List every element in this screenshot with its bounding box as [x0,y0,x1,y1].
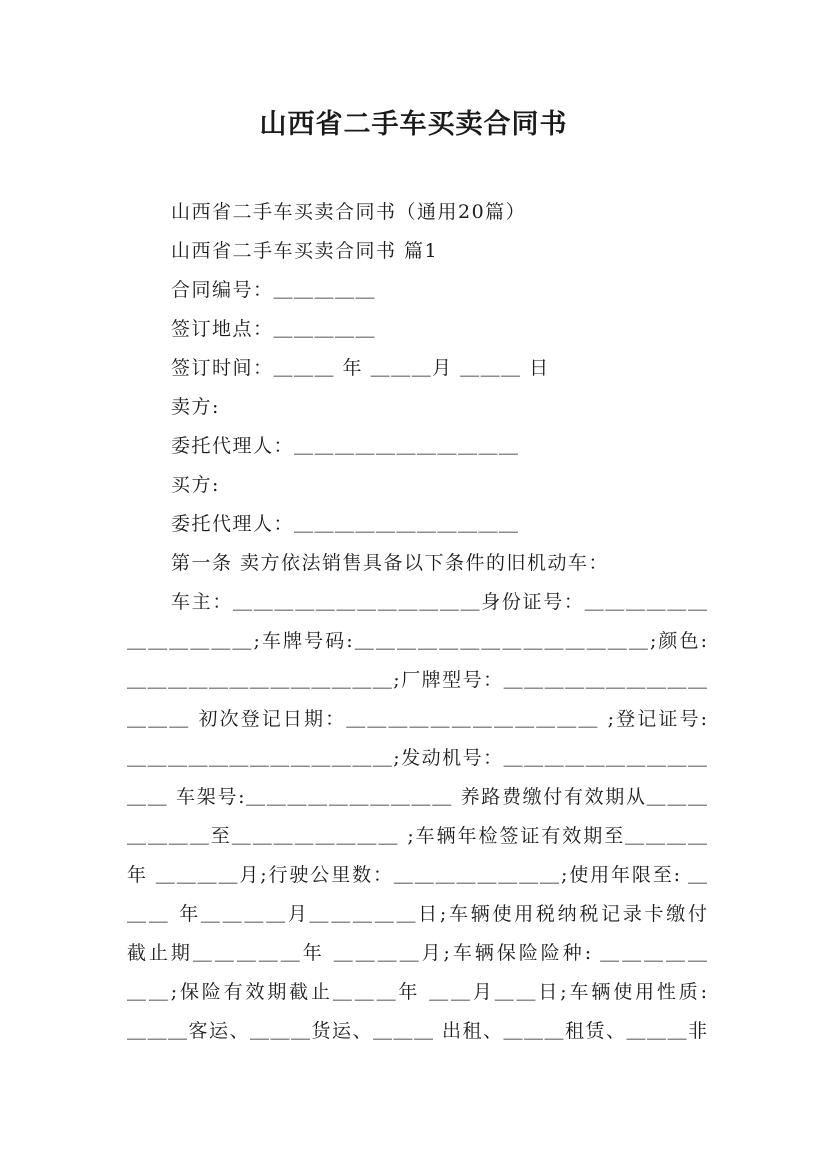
paragraph-line: 年 ＿＿＿＿月;行驶公里数：＿＿＿＿＿＿＿＿;使用年限至: ＿ [127,864,707,886]
paragraph-line: ＿＿;保险有效期截止＿＿＿年 ＿＿月＿＿日;车辆使用性质: [127,981,707,1003]
section-heading: 山西省二手车买卖合同书 篇1 [171,240,439,262]
article-one-heading: 第一条 卖方依法销售具备以下条件的旧机动车： [171,552,610,574]
paragraph-line: 车主：＿＿＿＿＿＿＿＿＿＿＿＿身份证号：＿＿＿＿＿＿ [171,591,707,613]
paragraph-line: ＿＿＿＿＿＿;车牌号码:＿＿＿＿＿＿＿＿＿＿＿＿＿＿;颜色: [127,630,707,652]
sign-place-line: 签订地点：＿＿＿＿＿ [171,318,377,340]
paragraph-line: ＿＿ 年＿＿＿＿月＿＿＿＿＿日;车辆使用税纳税记录卡缴付 [127,903,707,925]
paragraph-line: ＿＿ 车架号:＿＿＿＿＿＿＿＿＿＿ 养路费缴付有效期从＿＿＿ [127,786,707,808]
seller-line: 卖方: [171,396,220,418]
contract-number-line: 合同编号：＿＿＿＿＿ [171,279,377,301]
subtitle-line: 山西省二手车买卖合同书（通用20篇） [171,201,527,223]
buyer-agent-line: 委托代理人：＿＿＿＿＿＿＿＿＿＿＿ [171,513,520,535]
paragraph-line: ＿＿＿＿＿＿＿＿＿＿＿＿＿;发动机号：＿＿＿＿＿＿＿＿＿＿ [127,747,707,769]
document-title: 山西省二手车买卖合同书 [259,109,568,140]
paragraph-line: ＿＿＿＿＿＿＿＿＿＿＿＿＿;厂牌型号：＿＿＿＿＿＿＿＿＿＿ [127,669,707,691]
paragraph-line: ＿＿＿＿至＿＿＿＿＿＿＿＿ ;车辆年检签证有效期至＿＿＿＿ [127,825,707,847]
sign-date-line: 签订时间：＿＿＿ 年 ＿＿＿月 ＿＿＿ 日 [171,357,550,379]
seller-agent-line: 委托代理人：＿＿＿＿＿＿＿＿＿＿＿ [171,435,520,457]
paragraph-line: 截止期＿＿＿＿＿年 ＿＿＿＿月;车辆保险险种: ＿＿＿＿＿ [127,942,707,964]
paragraph-line: ＿＿＿ 初次登记日期：＿＿＿＿＿＿＿＿＿＿＿＿ ;登记证号: [127,708,707,730]
buyer-line: 买方: [171,474,220,496]
paragraph-line: ＿＿＿客运、＿＿＿货运、＿＿＿ 出租、＿＿＿租赁、＿＿＿非 [127,1020,707,1042]
